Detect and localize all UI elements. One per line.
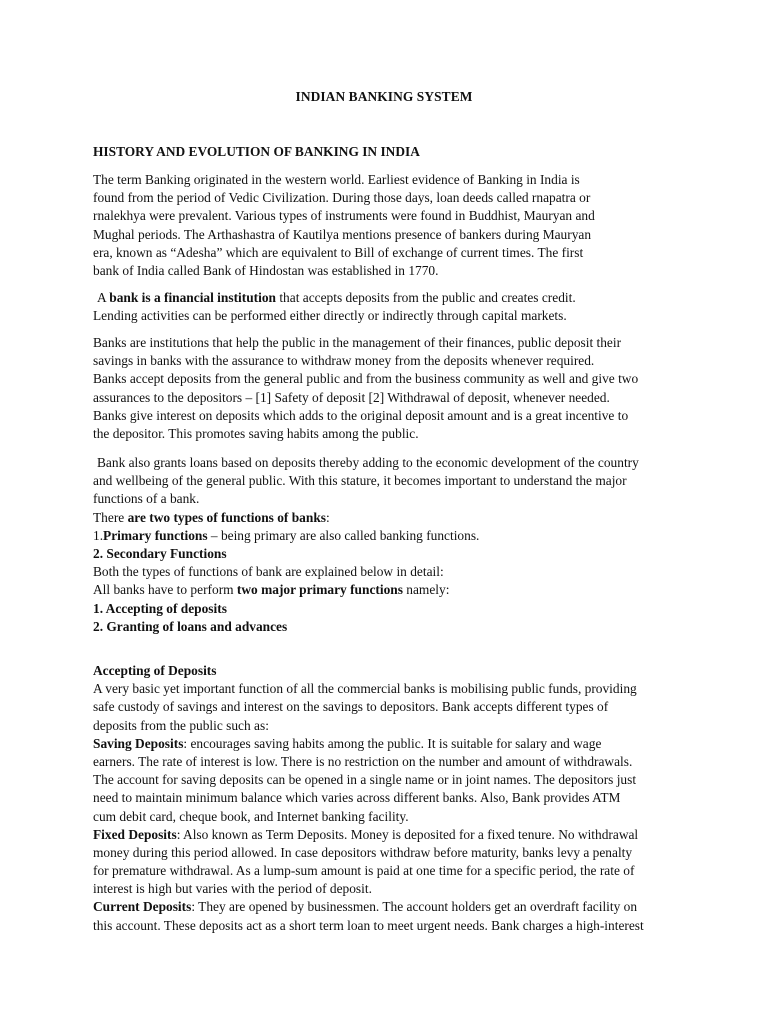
- paragraph-bank-definition: [93, 289, 753, 325]
- bold-term: 2. Granting of loans and advances: [93, 618, 288, 634]
- text-line: interest is high but varies with the period of deposit.: [93, 881, 372, 897]
- text-line: [93, 581, 753, 599]
- text-line: and wellbeing of the general public. With this stature, it becomes important to understand the major: [93, 473, 627, 489]
- text-line: this account. These deposits act as a short term loan to meet urgent needs. Bank charges a high-interest: [93, 917, 644, 933]
- text-run: A: [97, 290, 110, 305]
- text-line: money during this period allowed. In case depositors withdraw before maturity, banks levy a penalty: [93, 844, 633, 860]
- text-line: The account for saving deposits can be opened in a single name or in joint names. The depositors just: [93, 772, 637, 788]
- text-line: Lending activities can be performed either directly or indirectly through capital markets.: [93, 308, 567, 324]
- text-line: functions of a bank.: [93, 491, 200, 507]
- text-run: There: [93, 509, 128, 525]
- list-item-primary: [93, 527, 753, 545]
- text-line: deposits from the public such as:: [93, 717, 269, 733]
- text-line: Both the types of functions of bank are explained below in detail:: [93, 564, 444, 580]
- text-run: : Also known as Term Deposits. Money is deposited for a fixed tenure. No withdrawal: [176, 826, 639, 842]
- text-line: earners. The rate of interest is low. There is no restriction on the number and amount of withdrawals.: [93, 753, 633, 769]
- text-line: Banks accept deposits from the general public and from the business community as well and give two: [93, 371, 639, 387]
- bold-term: 1. Accepting of deposits: [93, 600, 227, 616]
- section-heading: HISTORY AND EVOLUTION OF BANKING IN INDIA: [93, 144, 420, 159]
- text-run: : encourages saving habits among the public. It is suitable for salary and wage: [183, 735, 602, 751]
- fixed-deposits-line: [93, 826, 753, 844]
- text-line: found from the period of Vedic Civilization. During those days, loan deeds called rnapatra or: [93, 190, 591, 206]
- section-accepting-deposits: [93, 662, 753, 935]
- list-item-secondary: [93, 545, 753, 563]
- text-line: The term Banking originated in the western world. Earliest evidence of Banking in India is: [93, 172, 580, 187]
- bold-term: Fixed Deposits: [93, 826, 177, 842]
- list-item-granting: [93, 618, 753, 636]
- text-line: assurances to the depositors – [1] Safety of deposit [2] Withdrawal of deposit, whenever needed.: [93, 389, 610, 405]
- list-item-accepting: [93, 600, 753, 618]
- paragraph-functions: [93, 454, 753, 636]
- text-line: Banks give interest on deposits which adds to the original deposit amount and is a great incentive to: [93, 407, 629, 423]
- text-line: era, known as “Adesha” which are equivalent to Bill of exchange of current times. The first: [93, 244, 584, 260]
- bold-term: are two types of functions of banks: [127, 509, 326, 525]
- text-run: namely:: [402, 582, 450, 598]
- current-deposits-line: [93, 898, 753, 916]
- text-line: savings in banks with the assurance to withdraw money from the deposits whenever required.: [93, 353, 595, 369]
- text-line: bank of India called Bank of Hindostan was established in 1770.: [93, 262, 439, 278]
- document-title: INDIAN BANKING SYSTEM: [295, 89, 473, 104]
- subsection-heading: [93, 662, 753, 680]
- list-number: 2: [93, 545, 100, 561]
- bold-term: Current Deposits: [93, 899, 192, 915]
- text-line: safe custody of savings and interest on the savings to depositors. Bank accepts different types of: [93, 699, 609, 715]
- text-line: cum debit card, cheque book, and Internet banking facility.: [93, 808, 409, 824]
- bold-term: Saving Deposits: [93, 735, 184, 751]
- text-line: [93, 509, 753, 527]
- bold-term: Primary functions: [103, 527, 208, 543]
- text-line: Bank also grants loans based on deposits thereby adding to the economic development of the country: [97, 455, 639, 470]
- bold-term: . Secondary Functions: [99, 545, 227, 561]
- text-run: : They are opened by businessmen. The account holders get an overdraft facility on: [191, 899, 638, 915]
- paragraph-history: [93, 171, 753, 280]
- saving-deposits-line: [93, 735, 753, 753]
- text-line: rnalekhya were prevalent. Various types of instruments were found in Buddhist, Mauryan and: [93, 208, 595, 224]
- bold-term: bank is a financial institution: [109, 290, 276, 305]
- bold-term: Accepting of Deposits: [93, 663, 217, 678]
- text-line: [93, 289, 753, 307]
- text-line: Banks are institutions that help the public in the management of their finances, public deposit their: [93, 335, 622, 350]
- text-run: All banks have to perform: [93, 582, 237, 598]
- text-line: for premature withdrawal. As a lump-sum amount is paid at one time for a specific period, the rate of: [93, 863, 635, 879]
- text-run: :: [325, 509, 330, 525]
- text-run: that accepts deposits from the public and creates credit.: [275, 290, 576, 305]
- text-line: Mughal periods. The Arthashastra of Kautilya mentions presence of bankers during Mauryan: [93, 226, 592, 242]
- paragraph-banks-institutions: [93, 334, 753, 443]
- text-line: need to maintain minimum balance which varies across different banks. Also, Bank provides ATM: [93, 790, 621, 806]
- text-line: the depositor. This promotes saving habits among the public.: [93, 425, 419, 441]
- text-line: A very basic yet important function of all the commercial banks is mobilising public funds, providing: [93, 681, 637, 697]
- list-number: 1.: [93, 527, 104, 543]
- text-run: – being primary are also called banking functions.: [207, 527, 480, 543]
- bold-term: two major primary functions: [236, 582, 403, 598]
